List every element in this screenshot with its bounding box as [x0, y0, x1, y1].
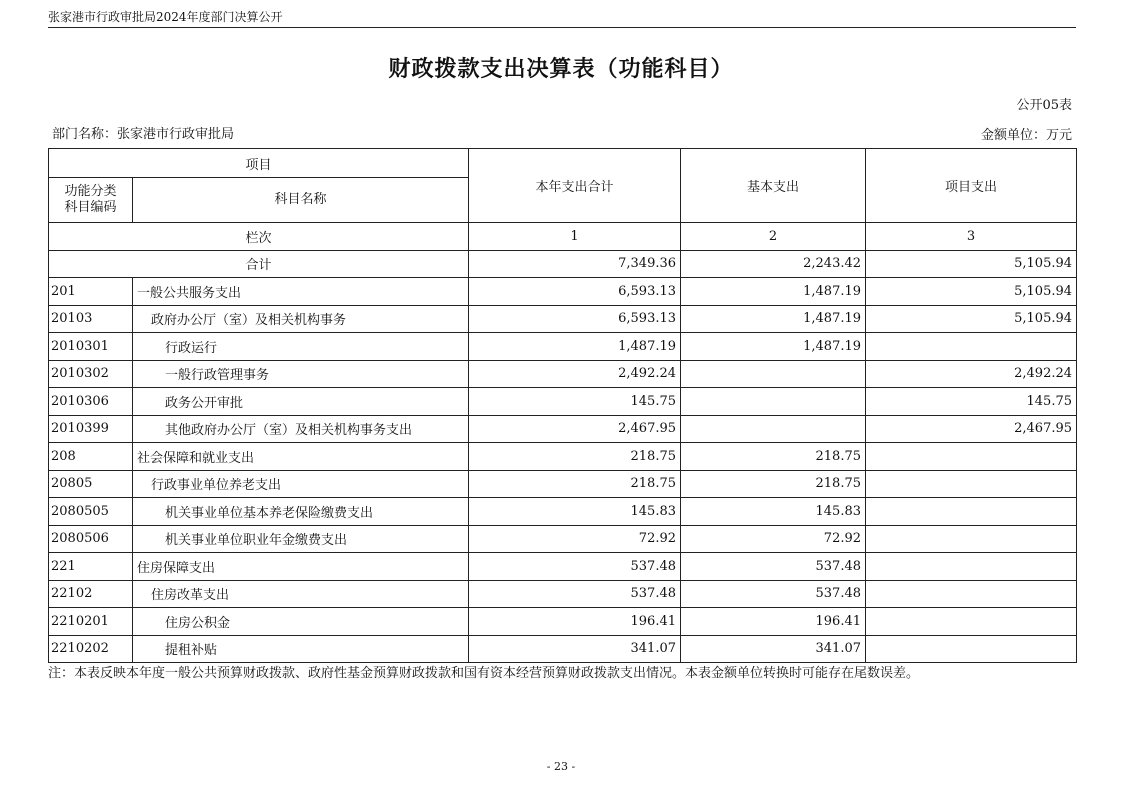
func-code-cell: 20805	[49, 470, 133, 498]
total-label: 合计	[49, 250, 469, 278]
subject-name-cell: 住房公积金	[133, 608, 469, 636]
header-basic: 基本支出	[681, 149, 866, 223]
table-row	[49, 608, 1077, 636]
table-row	[49, 443, 1077, 471]
func-code-cell: 2210201	[49, 608, 133, 636]
total-sum: 7,349.36	[469, 250, 681, 278]
func-code-cell: 221	[49, 553, 133, 581]
project-amount-cell	[866, 580, 1077, 608]
table-row	[49, 360, 1077, 388]
func-code-cell: 2010302	[49, 360, 133, 388]
total-amount-cell: 218.75	[469, 443, 681, 471]
table-row	[49, 498, 1077, 526]
basic-amount-cell: 196.41	[681, 608, 866, 636]
page-header: 张家港市行政审批局2024年度部门决算公开	[48, 10, 283, 24]
func-code-cell: 2010301	[49, 333, 133, 361]
total-amount-cell: 145.83	[469, 498, 681, 526]
header-total: 本年支出合计	[469, 149, 681, 223]
project-amount-cell	[866, 553, 1077, 581]
subject-name-cell: 机关事业单位职业年金缴费支出	[133, 525, 469, 553]
project-amount-cell: 5,105.94	[866, 278, 1077, 306]
table-row	[49, 580, 1077, 608]
header-project: 项目	[49, 149, 469, 178]
basic-amount-cell: 72.92	[681, 525, 866, 553]
total-project: 5,105.94	[866, 250, 1077, 278]
total-amount-cell: 6,593.13	[469, 305, 681, 333]
total-row	[49, 250, 1077, 278]
total-amount-cell: 2,467.95	[469, 415, 681, 443]
project-amount-cell	[866, 333, 1077, 361]
project-amount-cell	[866, 635, 1077, 663]
header-row-1	[49, 149, 1077, 178]
column-index-1: 1	[469, 223, 681, 251]
total-amount-cell: 537.48	[469, 553, 681, 581]
basic-amount-cell: 218.75	[681, 443, 866, 471]
amount-unit: 金额单位：万元	[980, 128, 1072, 143]
table-row	[49, 553, 1077, 581]
func-code-cell: 2210202	[49, 635, 133, 663]
total-amount-cell: 218.75	[469, 470, 681, 498]
subject-name-cell: 机关事业单位基本养老保险缴费支出	[133, 498, 469, 526]
basic-amount-cell: 1,487.19	[681, 278, 866, 306]
table-row	[49, 333, 1077, 361]
subject-name-cell: 政府办公厅（室）及相关机构事务	[133, 305, 469, 333]
func-code-cell: 2010399	[49, 415, 133, 443]
table-row	[49, 470, 1077, 498]
table-row	[49, 635, 1077, 663]
project-amount-cell: 2,492.24	[866, 360, 1077, 388]
total-amount-cell: 2,492.24	[469, 360, 681, 388]
func-code-cell: 208	[49, 443, 133, 471]
project-amount-cell: 2,467.95	[866, 415, 1077, 443]
project-amount-cell	[866, 525, 1077, 553]
project-amount-cell	[866, 608, 1077, 636]
basic-amount-cell	[681, 415, 866, 443]
total-amount-cell: 145.75	[469, 388, 681, 416]
basic-amount-cell: 537.48	[681, 580, 866, 608]
table-number: 公开05表	[1016, 98, 1072, 113]
subject-name-cell: 住房保障支出	[133, 553, 469, 581]
basic-amount-cell: 218.75	[681, 470, 866, 498]
subject-name-cell: 一般行政管理事务	[133, 360, 469, 388]
basic-amount-cell: 1,487.19	[681, 333, 866, 361]
table-note: 注：本表反映本年度一般公共预算财政拨款、政府性基金预算财政拨款和国有资本经营预算财政拨款支出情况。本表金额单位转换时可能存在尾数误差。	[48, 666, 920, 681]
project-amount-cell: 145.75	[866, 388, 1077, 416]
column-index-3: 3	[866, 223, 1077, 251]
column-index-row	[49, 223, 1077, 251]
total-amount-cell: 196.41	[469, 608, 681, 636]
func-code-cell: 201	[49, 278, 133, 306]
total-basic: 2,243.42	[681, 250, 866, 278]
total-amount-cell: 537.48	[469, 580, 681, 608]
total-amount-cell: 72.92	[469, 525, 681, 553]
page-number: - 23 -	[546, 760, 576, 773]
page-title: 财政拨款支出决算表（功能科目）	[388, 57, 734, 82]
func-code-cell: 2080506	[49, 525, 133, 553]
subject-name-cell: 一般公共服务支出	[133, 278, 469, 306]
expenditure-table	[48, 148, 1077, 663]
basic-amount-cell: 145.83	[681, 498, 866, 526]
total-amount-cell: 341.07	[469, 635, 681, 663]
table-row	[49, 415, 1077, 443]
header-subject-name: 科目名称	[133, 178, 469, 223]
total-amount-cell: 6,593.13	[469, 278, 681, 306]
subject-name-cell: 社会保障和就业支出	[133, 443, 469, 471]
header-func-code-text: 功能分类 科目编码	[64, 184, 117, 215]
table-row	[49, 278, 1077, 306]
header-project-expenditure: 项目支出	[866, 149, 1077, 223]
total-amount-cell: 1,487.19	[469, 333, 681, 361]
subject-name-cell: 其他政府办公厅（室）及相关机构事务支出	[133, 415, 469, 443]
subject-name-cell: 住房改革支出	[133, 580, 469, 608]
func-code-cell: 22102	[49, 580, 133, 608]
subject-name-cell: 行政事业单位养老支出	[133, 470, 469, 498]
table-row	[49, 388, 1077, 416]
basic-amount-cell	[681, 360, 866, 388]
header-divider	[48, 27, 1076, 28]
subject-name-cell: 政务公开审批	[133, 388, 469, 416]
func-code-cell: 20103	[49, 305, 133, 333]
department-name: 部门名称：张家港市行政审批局	[52, 127, 235, 142]
basic-amount-cell	[681, 388, 866, 416]
subject-name-cell: 行政运行	[133, 333, 469, 361]
basic-amount-cell: 341.07	[681, 635, 866, 663]
project-amount-cell	[866, 498, 1077, 526]
basic-amount-cell: 537.48	[681, 553, 866, 581]
basic-amount-cell: 1,487.19	[681, 305, 866, 333]
project-amount-cell	[866, 443, 1077, 471]
func-code-cell: 2010306	[49, 388, 133, 416]
header-func-code	[49, 178, 133, 223]
column-index-label: 栏次	[49, 223, 469, 251]
project-amount-cell	[866, 470, 1077, 498]
column-index-2: 2	[681, 223, 866, 251]
table-row	[49, 525, 1077, 553]
project-amount-cell: 5,105.94	[866, 305, 1077, 333]
table-row	[49, 305, 1077, 333]
func-code-cell: 2080505	[49, 498, 133, 526]
subject-name-cell: 提租补贴	[133, 635, 469, 663]
